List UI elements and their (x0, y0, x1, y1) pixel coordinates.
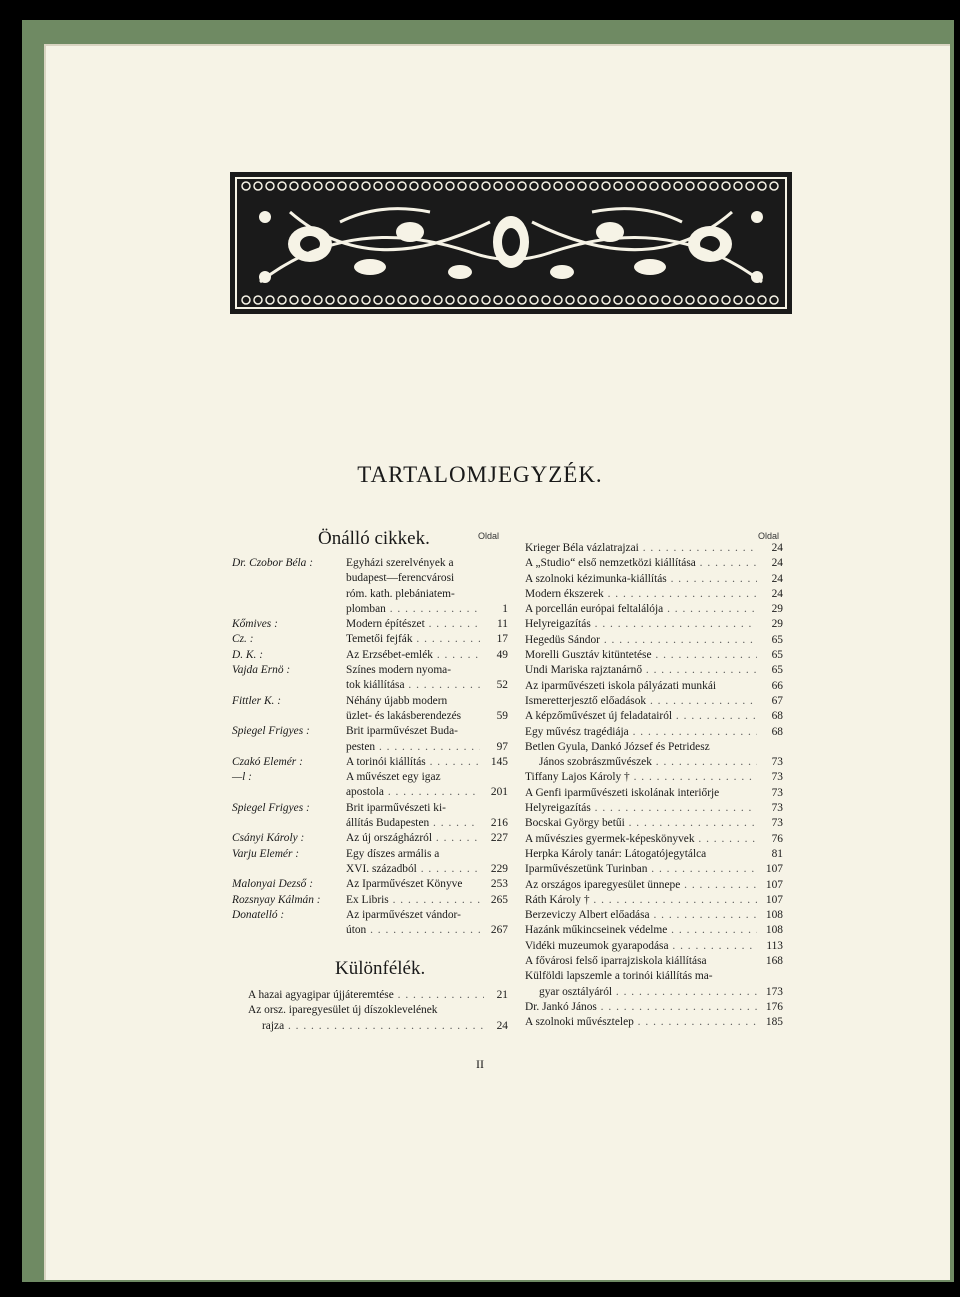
toc-title: Iparművészetünk Turinban . . . (525, 862, 757, 877)
toc-entry (248, 988, 508, 1003)
toc-author: D. K. : (232, 648, 264, 661)
toc-entry (525, 633, 783, 648)
left-toc-column (232, 556, 508, 938)
right-toc-column (525, 541, 783, 1031)
page-number: II (476, 1057, 484, 1071)
toc-entry (232, 602, 508, 617)
toc-author: Donatelló : (232, 908, 285, 921)
toc-entry (525, 755, 783, 770)
toc-entry (525, 694, 783, 709)
toc-title: János szobrászművészek . . . (539, 755, 757, 770)
toc-page: 66 (771, 679, 783, 692)
toc-author: Varju Elemér : (232, 847, 300, 860)
toc-title: budapest—ferencvárosi (346, 572, 455, 585)
toc-page: 49 (496, 648, 508, 661)
toc-entry (525, 862, 783, 877)
toc-title: A képzőművészet új feladatairól . . . (525, 709, 757, 724)
toc-page: 68 (771, 725, 783, 738)
toc-title: Brit iparművészet Buda- (346, 725, 458, 738)
toc-title: Brit iparművészeti ki- (346, 801, 446, 814)
toc-page: 229 (490, 862, 508, 875)
toc-entry (525, 679, 783, 694)
toc-page: 11 (497, 618, 508, 631)
toc-page: 253 (490, 878, 508, 891)
toc-title: Egyházi szerelvények a (346, 557, 454, 569)
toc-title: A művészies gyermek-képeskönyvek . . . (525, 832, 757, 847)
toc-page: 173 (765, 985, 783, 998)
toc-entry (232, 663, 508, 678)
toc-page: 68 (771, 710, 783, 723)
toc-page: 24 (771, 572, 783, 585)
toc-title: Az országos iparegyesület ünnepe . . . (525, 878, 757, 893)
toc-title: A torinói kiállítás . . . (346, 755, 480, 770)
toc-title: A porcellán európai feltalálója . . . (525, 602, 757, 617)
toc-page: 176 (765, 1000, 783, 1013)
toc-page: 29 (771, 618, 783, 631)
toc-page: 227 (490, 832, 508, 845)
toc-entry (525, 847, 783, 862)
toc-title: apostola . . . (346, 785, 480, 800)
toc-page: 65 (771, 664, 783, 677)
toc-entry (232, 862, 508, 877)
toc-title: úton . . . (346, 923, 480, 938)
toc-page: 267 (490, 924, 508, 937)
toc-author: —l : (232, 771, 252, 784)
toc-title: róm. kath. plebániatem- (346, 587, 455, 600)
toc-page: 73 (771, 756, 783, 769)
toc-entry (232, 877, 508, 892)
toc-title: Berzeviczy Albert előadása . . . (525, 908, 757, 923)
page-title: TARTALOMJEGYZÉK. (357, 462, 603, 487)
toc-entry (525, 556, 783, 571)
toc-entry (232, 724, 508, 739)
toc-title: Az új országházról . . . (346, 831, 480, 846)
toc-author: Csányi Károly : (232, 832, 305, 845)
toc-page: 21 (496, 989, 508, 1001)
toc-page: 107 (765, 878, 783, 891)
toc-entry (525, 878, 783, 893)
toc-title: A fővárosi felső iparrajziskola kiállítása (525, 955, 707, 968)
toc-entry (525, 786, 783, 801)
toc-page: 73 (771, 786, 783, 799)
toc-entry (232, 587, 508, 602)
toc-page: 1 (502, 602, 508, 615)
toc-author: Malonyai Dezső : (232, 878, 313, 891)
toc-title: Tiffany Lajos Károly † . . . (525, 770, 757, 785)
toc-page: 24 (771, 557, 783, 570)
toc-entry (525, 939, 783, 954)
toc-page: 113 (766, 939, 783, 952)
toc-page: 76 (771, 832, 783, 845)
toc-title: Dr. Jankó János . . . (525, 1000, 757, 1015)
toc-author: Vajda Ernö : (232, 664, 291, 677)
toc-title: Az orsz. iparegyesület új díszoklevelének (248, 1004, 438, 1017)
toc-entry (525, 1015, 783, 1030)
toc-title: Ráth Károly † . . . (525, 893, 757, 908)
toc-page: 108 (765, 909, 783, 922)
toc-author: Czakó Elemér : (232, 755, 303, 768)
toc-author: Fittler K. : (232, 694, 282, 707)
toc-page: 81 (771, 847, 783, 860)
toc-title: gyar osztályáról . . . (539, 985, 757, 1000)
toc-author: Rozsnyay Kálmán : (232, 893, 321, 906)
toc-entry (525, 572, 783, 587)
toc-page: 24 (771, 587, 783, 600)
toc-page: 107 (765, 863, 783, 876)
toc-entry (525, 801, 783, 816)
toc-entry (232, 648, 508, 663)
toc-title: A szolnoki művésztelep . . . (525, 1015, 757, 1030)
floral-ornament-image (230, 172, 792, 314)
toc-page: 29 (771, 603, 783, 616)
toc-page: 185 (765, 1016, 783, 1029)
toc-title: üzlet- és lakásberendezés (346, 709, 462, 722)
toc-entry (232, 740, 508, 755)
toc-entry (525, 740, 783, 755)
toc-entry (525, 908, 783, 923)
toc-title: állítás Budapesten . . . (346, 816, 480, 831)
toc-page: 65 (771, 633, 783, 646)
toc-page: 108 (765, 924, 783, 937)
toc-entry (525, 923, 783, 938)
ornamental-headpiece (230, 172, 792, 314)
toc-page: 107 (765, 893, 783, 906)
toc-title: Egy díszes armális a (346, 847, 440, 860)
toc-entry (525, 648, 783, 663)
toc-title: Az iparművészeti iskola pályázati munkái (525, 679, 717, 692)
toc-title: Az Erzsébet-emlék . . . (346, 648, 480, 663)
toc-title: Ex Libris . . . (346, 893, 480, 908)
toc-entry (232, 908, 508, 923)
toc-entry (232, 893, 508, 908)
toc-entry (248, 1003, 508, 1018)
toc-title: A „Studio“ első nemzetközi kiállítása . . . (525, 556, 757, 571)
toc-entry (232, 755, 508, 770)
toc-entry (525, 709, 783, 724)
toc-entry (232, 801, 508, 816)
toc-title: tok kiállítása . . . (346, 678, 480, 693)
toc-entry (525, 602, 783, 617)
toc-title: Külföldi lapszemle a torinói kiállítás ma- (525, 970, 713, 983)
toc-entry (525, 541, 783, 556)
toc-entry (525, 663, 783, 678)
toc-entry (232, 571, 508, 586)
toc-title: Bocskai György betűi . . . (525, 816, 757, 831)
kulonfelek-toc-column (248, 988, 508, 1034)
toc-page: 97 (496, 740, 508, 753)
toc-page: 145 (490, 755, 508, 768)
toc-page: 73 (771, 771, 783, 784)
toc-page: 168 (765, 955, 783, 968)
oldal-label-right: Oldal (758, 531, 780, 541)
toc-title: Morelli Gusztáv kitüntetése . . . (525, 648, 757, 663)
toc-title: Hegedüs Sándor . . . (525, 633, 757, 648)
toc-title: XVI. századból . . . (346, 862, 480, 877)
toc-title: Temetői fejfák . . . (346, 632, 480, 647)
section-title-kulonfelek: Különfélék. (335, 958, 426, 979)
toc-title: Vidéki muzeumok gyarapodása . . . (525, 939, 757, 954)
toc-author: Kőmives : (232, 618, 278, 631)
toc-page: 17 (496, 633, 508, 646)
toc-title: Az iparművészet vándor- (346, 908, 461, 921)
oldal-label-left: Oldal (478, 531, 500, 541)
toc-entry (232, 556, 508, 571)
toc-entry (232, 678, 508, 693)
toc-entry (232, 831, 508, 846)
toc-title: Modern építészet . . . (346, 617, 480, 632)
toc-author: Spiegel Frigyes : (232, 725, 310, 738)
toc-entry (232, 694, 508, 709)
toc-page: 24 (771, 542, 783, 554)
toc-entry (232, 617, 508, 632)
toc-entry (525, 954, 783, 969)
toc-title: Az Iparművészet Könyve (346, 878, 463, 891)
toc-title: Helyreigazítás . . . (525, 801, 757, 816)
toc-author: Dr. Czobor Béla : (232, 557, 314, 569)
toc-entry (525, 816, 783, 831)
toc-title: plomban . . . (346, 602, 480, 617)
toc-title: Undi Mariska rajztanárnő . . . (525, 663, 757, 678)
toc-page: 24 (496, 1019, 508, 1032)
toc-entry (525, 832, 783, 847)
toc-author: Cz. : (232, 633, 254, 646)
toc-title: Betlen Gyula, Dankó József és Petridesz (525, 740, 710, 753)
toc-title: Ismeretterjesztő előadások . . . (525, 694, 757, 709)
toc-entry (232, 923, 508, 938)
toc-title: Hazánk műkincseinek védelme . . . (525, 923, 757, 938)
toc-page: 65 (771, 649, 783, 662)
toc-page: 73 (771, 802, 783, 815)
toc-entry (525, 985, 783, 1000)
toc-entry (525, 617, 783, 632)
toc-entry (525, 587, 783, 602)
toc-title: Néhány újabb modern (346, 694, 448, 707)
toc-page: 59 (496, 709, 508, 722)
toc-title: Helyreigazítás . . . (525, 617, 757, 632)
toc-entry (232, 770, 508, 785)
toc-entry (525, 770, 783, 785)
toc-entry (525, 1000, 783, 1015)
toc-entry (248, 1019, 508, 1034)
toc-title: A szolnoki kézimunka-kiállítás . . . (525, 572, 757, 587)
toc-entry (525, 969, 783, 984)
toc-page: 201 (490, 786, 508, 799)
toc-entry (232, 847, 508, 862)
toc-entry (232, 785, 508, 800)
toc-entry (232, 816, 508, 831)
toc-title: pesten . . . (346, 740, 480, 755)
toc-title: rajza . . . (262, 1019, 484, 1034)
toc-page: 216 (490, 817, 508, 830)
toc-page: 67 (771, 694, 783, 707)
toc-title: Krieger Béla vázlatrajzai . . . (525, 541, 757, 556)
toc-title: A hazai agyagipar újjáteremtése . . . (248, 988, 484, 1003)
toc-entry (525, 893, 783, 908)
toc-title: Egy művész tragédiája . . . (525, 725, 757, 740)
section-title-onallo: Önálló cikkek. (318, 528, 430, 549)
toc-author: Spiegel Frigyes : (232, 801, 310, 814)
toc-page: 52 (496, 679, 508, 692)
toc-title: A Genfi iparművészeti iskolának interiőrje (525, 786, 720, 799)
toc-entry (232, 632, 508, 647)
toc-entry (232, 709, 508, 724)
toc-title: A művészet egy igaz (346, 771, 441, 784)
toc-title: Herpka Károly tanár: Látogatójegytálca (525, 847, 707, 860)
toc-page: 73 (771, 817, 783, 830)
toc-page: 265 (490, 893, 508, 906)
toc-entry (525, 725, 783, 740)
toc-title: Színes modern nyoma- (346, 664, 452, 677)
toc-title: Modern ékszerek . . . (525, 587, 757, 602)
